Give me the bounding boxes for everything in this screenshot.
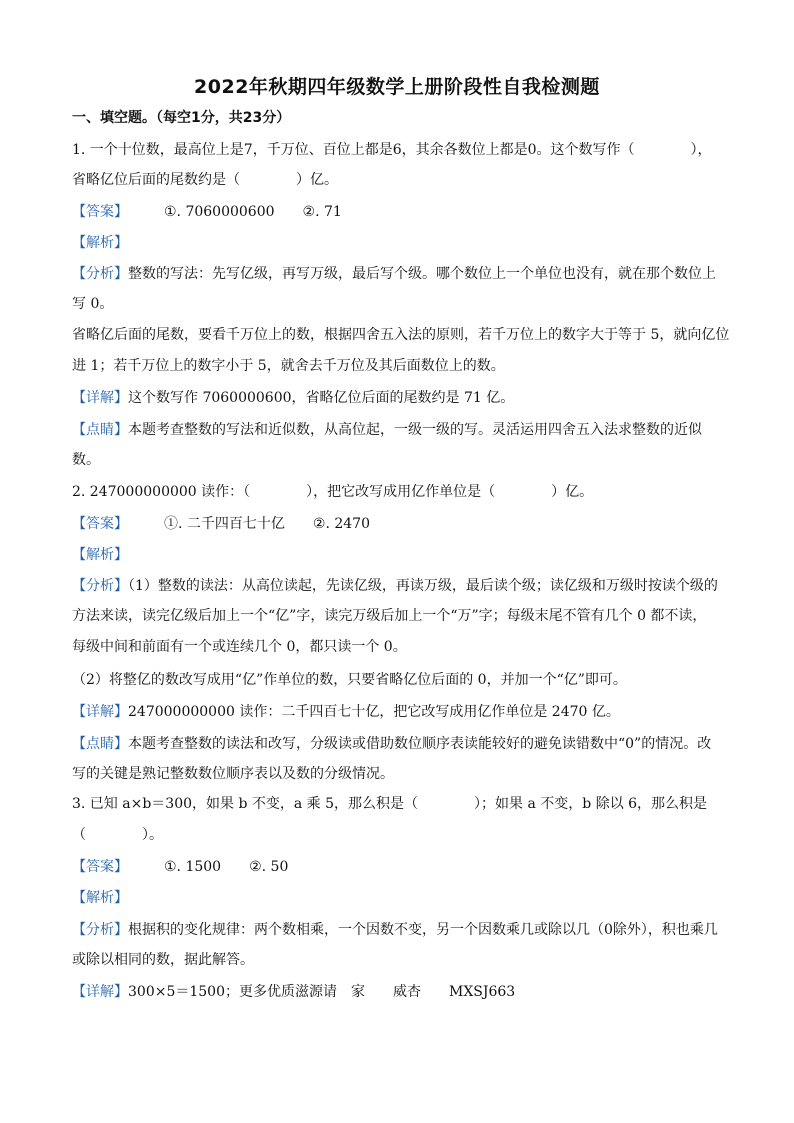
xiangjie-label: 【详解】 (72, 984, 128, 1000)
question-3-stem-line-1: 3. 已知 a×b＝300，如果 b 不变，a 乘 5，那么积是（ ）；如果 a 不变，b 除以 6，那么积是 (72, 796, 708, 812)
question-2-jiexi-label: 【解析】 (72, 547, 128, 563)
question-1-dianjing-line-2: 数。 (72, 452, 100, 468)
question-3-xiangjie (72, 982, 732, 1002)
answer-label: 【答案】 (72, 204, 128, 220)
page-title: 2022年秋期四年级数学上册阶段性自我检测题 (194, 76, 600, 98)
question-3-fenxi-line-1 (72, 920, 732, 940)
question-2-fenxi-line-4: （2）将整亿的数改写成用“亿”作单位的数，只要省略亿位后面的 0，并加一个“亿”即可。 (72, 672, 627, 688)
answer-label: 【答案】 (72, 859, 128, 875)
dianjing-label: 【点睛】 (72, 422, 128, 438)
question-1-stem-line-2: 省略亿位后面的尾数约是（ ）亿。 (72, 172, 338, 188)
answer-label: 【答案】 (72, 516, 128, 532)
question-1-stem-line-1: 1. 一个十位数，最高位上是7，千万位、百位上都是6，其余各数位上都是0。这个数写作（ ）， (72, 142, 712, 158)
question-1-jiexi-label: 【解析】 (72, 235, 128, 251)
fenxi-text: （1）整数的读法：从高位读起，先读亿级，再读万级，最后读个级；读亿级和万级时按读个级的 (128, 578, 718, 594)
question-2-stem: 2. 247000000000 读作：（ ），把它改写成用亿作单位是（ ）亿。 (72, 484, 594, 500)
xiangjie-label: 【详解】 (72, 704, 128, 720)
question-1-xiangjie (72, 388, 732, 408)
question-2-fenxi-line-3: 每级中间和前面有一个或连续几个 0，都只读一个 0。 (72, 639, 407, 655)
answer-1: ①. 7060000600 (164, 204, 275, 220)
answer-2: ②. 71 (302, 204, 342, 220)
answer-1: ①. 二千四百七十亿 (164, 516, 285, 532)
question-1-fenxi-line-3: 省略亿后面的尾数，要看千万位上的数，根据四舍五入法的原则，若千万位上的数字大于等于 5，就向亿位 (72, 327, 730, 343)
fenxi-label: 【分析】 (72, 266, 128, 282)
section-heading: 一、填空题。（每空1分，共23分） (72, 110, 291, 126)
dianjing-label: 【点睛】 (72, 736, 128, 752)
dianjing-text: 本题考查整数的读法和改写，分级读或借助数位顺序表读能较好的避免读错数中“0”的情况。改 (128, 736, 712, 752)
question-2-dianjing-line-2: 写的关键是熟记整数数位顺序表以及数的分级情况。 (72, 766, 394, 782)
question-1-fenxi-line-1 (72, 264, 732, 284)
question-1-fenxi-line-4: 进 1；若千万位上的数字小于 5，就舍去千万位及其后面数位上的数。 (72, 358, 505, 374)
fenxi-text: 整数的写法：先写亿级，再写万级，最后写个级。哪个数位上一个单位也没有，就在那个数位上 (128, 266, 716, 282)
question-3-jiexi-label: 【解析】 (72, 890, 128, 906)
fenxi-label: 【分析】 (72, 922, 128, 938)
question-1-answer (72, 202, 732, 222)
answer-2: ②. 50 (249, 859, 289, 875)
question-2-fenxi-line-1 (72, 576, 732, 596)
question-1-dianjing-line-1 (72, 420, 732, 440)
answer-2: ②. 2470 (312, 516, 370, 532)
xiangjie-text: 247000000000 读作：二千四百七十亿，把它改写成用亿作单位是 2470 亿。 (128, 704, 620, 720)
dianjing-text: 本题考查整数的写法和近似数，从高位起，一级一级的写。灵活运用四舍五入法求整数的近似 (128, 422, 702, 438)
question-2-fenxi-line-2: 方法来读，读完亿级后加上一个“亿”字，读完万级后加上一个“万”字；每级末尾不管有几个 0 都不读， (72, 608, 707, 624)
xiangjie-label: 【详解】 (72, 390, 128, 406)
question-2-answer (72, 514, 732, 534)
question-3-stem-line-2: （ ）。 (72, 827, 163, 843)
xiangjie-text: 这个数写作 7060000600，省略亿位后面的尾数约是 71 亿。 (128, 390, 515, 406)
question-1-fenxi-line-2: 写 0。 (72, 296, 114, 312)
answer-1: ①. 1500 (164, 859, 222, 875)
question-2-xiangjie (72, 702, 732, 722)
question-3-answer (72, 857, 732, 877)
fenxi-label: 【分析】 (72, 578, 128, 594)
question-2-dianjing-line-1 (72, 734, 732, 754)
question-3-fenxi-line-2: 或除以相同的数，据此解答。 (72, 952, 254, 968)
fenxi-text: 根据积的变化规律：两个数相乘，一个因数不变，另一个因数乘几或除以几（0除外），积也乘几 (128, 922, 718, 938)
xiangjie-text: 300×5＝1500；更多优质滋源请 家 威杏 MXSJ663 (128, 984, 516, 1000)
